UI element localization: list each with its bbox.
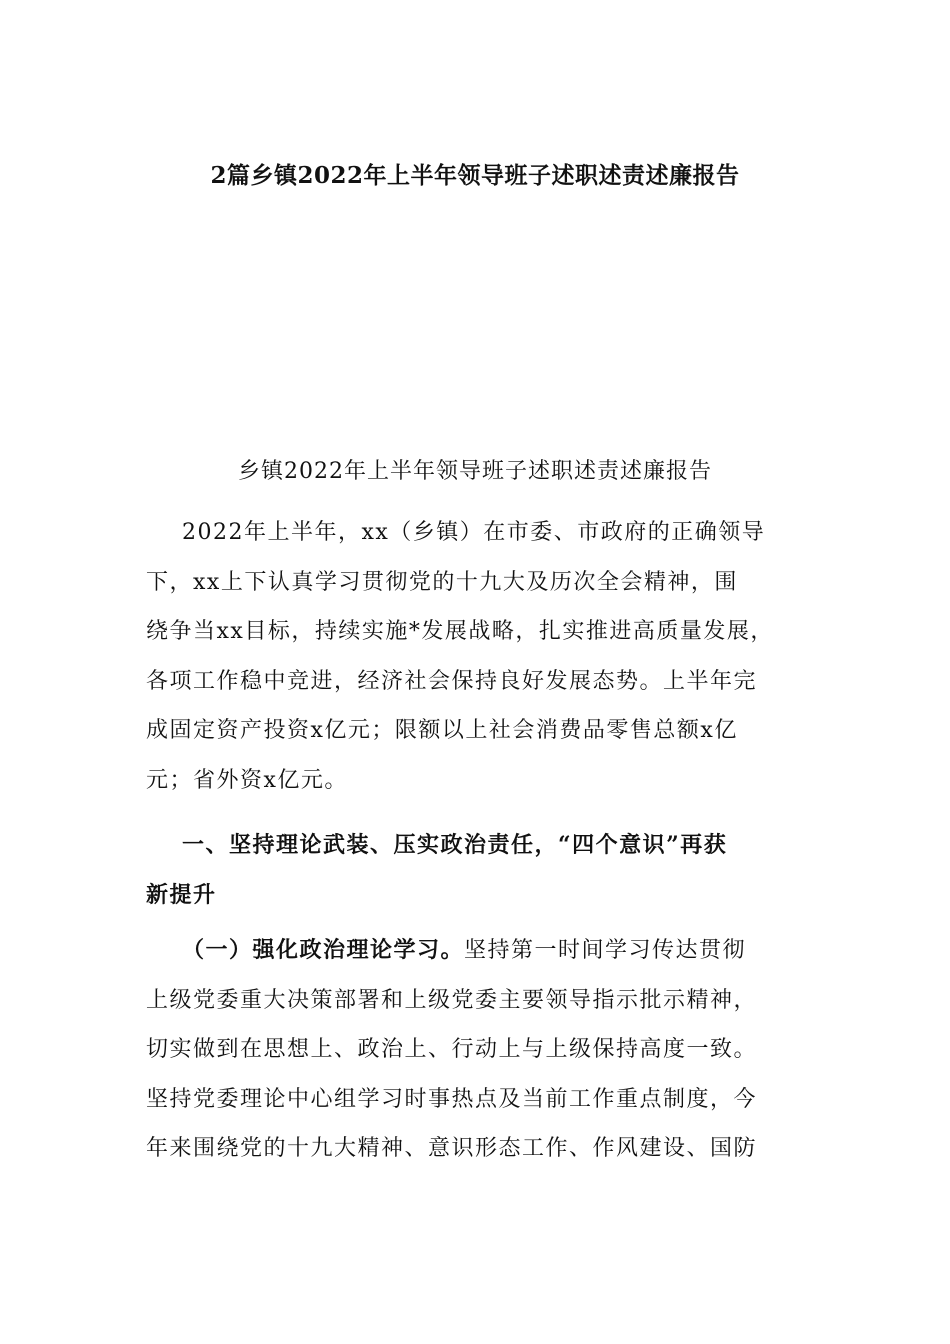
subsection-text: 坚持第一时间学习传达贯彻 xyxy=(464,938,747,963)
intro-line: 绕争当xx目标，持续实施*发展战略，扎实推进高质量发展， xyxy=(146,619,774,644)
subsection-line: 切实做到在思想上、政治上、行动上与上级保持高度一致。 xyxy=(146,1037,758,1062)
subsection-line: 上级党委重大决策部署和上级党委主要领导指示批示精神， xyxy=(146,987,758,1013)
subsection-first-line xyxy=(146,926,810,976)
subsection-line: 年来围绕党的十九大精神、意识形态工作、作风建设、国防 xyxy=(146,1136,758,1161)
section-heading-line: 新提升 xyxy=(146,882,217,908)
subsection-paragraph xyxy=(146,926,810,1174)
intro-line: 2022年上半年，xx（乡镇）在市委、市政府的正确领导 xyxy=(182,520,766,545)
intro-line: 各项工作稳中竞进，经济社会保持良好发展态势。上半年完 xyxy=(146,668,758,694)
intro-line: 成固定资产投资x亿元；限额以上社会消费品零售总额x亿 xyxy=(146,718,738,743)
document-title: 2篇乡镇2022年上半年领导班子述职述责述廉报告 xyxy=(210,162,740,189)
intro-line: 元；省外资x亿元。 xyxy=(146,767,348,793)
intro-paragraph xyxy=(146,508,810,805)
subsection-line: 坚持党委理论中心组学习时事热点及当前工作重点制度，今 xyxy=(146,1086,758,1112)
section-heading xyxy=(146,820,810,920)
report-title: 乡镇2022年上半年领导班子述职述责述廉报告 xyxy=(238,459,712,484)
section-heading-line: 一、坚持理论武装、压实政治责任，“四个意识”再获 xyxy=(182,832,728,858)
subsection-heading: （一）强化政治理论学习。 xyxy=(182,937,465,963)
intro-line: 下，xx上下认真学习贯彻党的十九大及历次全会精神，围 xyxy=(146,569,738,595)
